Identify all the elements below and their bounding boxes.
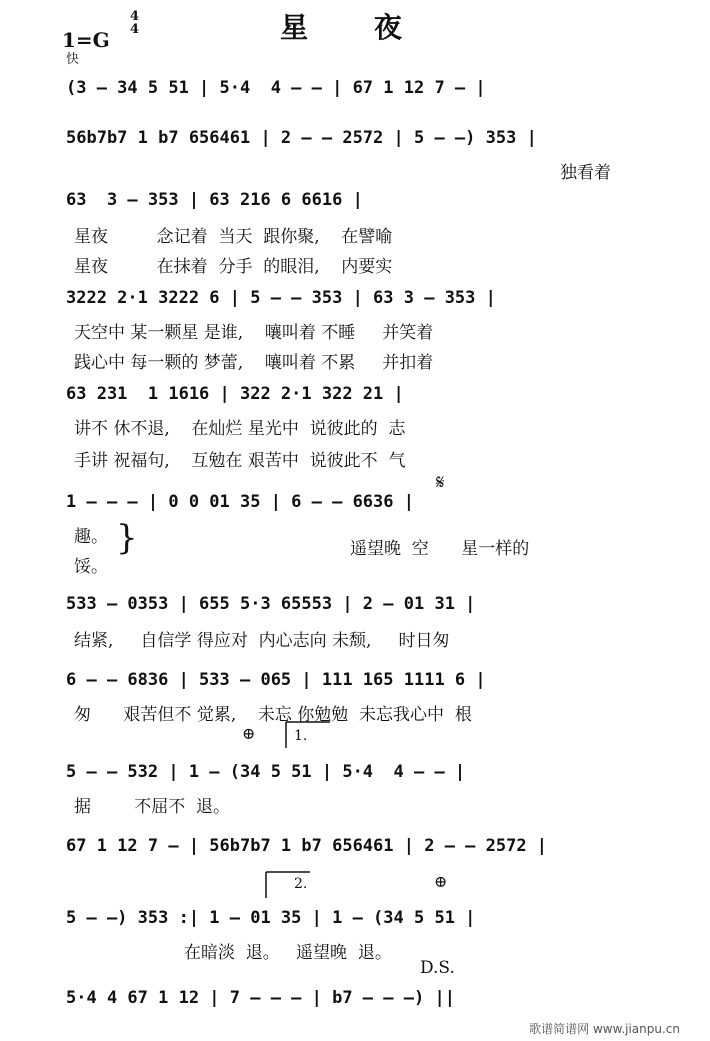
notation-row-12: 5·4 4 67 1 12 | 7 — — — | b7 — — —) || bbox=[66, 988, 455, 1008]
song-title: 星 夜 bbox=[280, 11, 430, 44]
volta-2-label: 2. bbox=[294, 876, 308, 892]
notation-row-1: (3 — 34 5 51 | 5·4 4 — — | 67 1 12 7 — | bbox=[66, 78, 486, 98]
notation-row-7: 533 — 0353 | 655 5·3 65553 | 2 — 01 31 | bbox=[66, 594, 476, 614]
coda-symbol-1: ⊕ bbox=[242, 724, 256, 743]
tempo-mark: 快 bbox=[66, 52, 80, 67]
lyric-row-6a: 趣。 bbox=[74, 527, 108, 547]
notation-row-10: 67 1 12 7 — | 56b7b7 1 b7 656461 | 2 — — 2572 | bbox=[66, 836, 548, 856]
watermark: 歌谱简谱网 www.jianpu.cn bbox=[529, 1022, 680, 1036]
notation-row-5: 63 231 1 1616 | 322 2·1 322 21 | bbox=[66, 384, 404, 404]
key-signature: 1=G bbox=[62, 28, 110, 52]
lyric-row-8: 匆 艰苦但不 觉累, 未忘 你勉勉 未忘我心中 根 bbox=[74, 705, 472, 725]
notation-row-8: 6 — — 6836 | 533 — 065 | 111 165 1111 6 | bbox=[66, 670, 486, 690]
lyric-row-7: 结紧, 自信学 得应对 内心志向 未颓, 时日匆 bbox=[74, 631, 450, 651]
time-bottom: 4 bbox=[130, 22, 140, 37]
notation-row-2: 56b7b7 1 b7 656461 | 2 — — 2572 | 5 — —) 353 | bbox=[66, 128, 537, 148]
lyric-row-4b: 践心中 每一颗的 梦蕾, 嚷叫着 不累 并扣着 bbox=[74, 353, 434, 373]
lyric-row-6b: 馁。 bbox=[74, 557, 108, 577]
segno-symbol: 𝄋 bbox=[436, 470, 445, 494]
brace-symbol: } bbox=[116, 518, 138, 558]
ds-mark: D.S. bbox=[420, 958, 455, 978]
volta-1-label: 1. bbox=[294, 728, 308, 744]
lyric-row-4a: 天空中 某一颗星 是谁, 嚷叫着 不睡 并笑着 bbox=[74, 323, 434, 343]
lyric-row-3b: 星夜 在抹着 分手 的眼泪, 内要实 bbox=[74, 257, 393, 277]
lyric-row-6c: 遥望晚 空 星一样的 bbox=[350, 539, 530, 559]
notation-row-4: 3222 2·1 3222 6 | 5 — — 353 | 63 3 — 353 | bbox=[66, 288, 496, 308]
lyric-row-5b: 手讲 祝福句, 互勉在 艰苦中 说彼此不 气 bbox=[74, 451, 406, 471]
lyric-row-5a: 讲不 休不退, 在灿烂 星光中 说彼此的 志 bbox=[74, 419, 406, 439]
notation-row-3: 63 3 — 353 | 63 216 6 6616 | bbox=[66, 190, 363, 210]
time-top: 4 bbox=[130, 9, 140, 24]
lyric-row-9: 据 不屈不 退。 bbox=[74, 797, 231, 817]
lyric-row-2: 独看着 bbox=[560, 163, 611, 183]
notation-row-9: 5 — — 532 | 1 — (34 5 51 | 5·4 4 — — | bbox=[66, 762, 466, 782]
notation-row-6: 1 — — — | 0 0 01 35 | 6 — — 6636 | bbox=[66, 492, 414, 512]
coda-symbol-2: ⊕ bbox=[434, 872, 448, 891]
lyric-row-3a: 星夜 念记着 当天 跟你聚, 在譬喻 bbox=[74, 227, 393, 247]
notation-row-11: 5 — —) 353 :| 1 — 01 35 | 1 — (34 5 51 | bbox=[66, 908, 476, 928]
lyric-row-11: 在暗淡 退。 遥望晚 退。 bbox=[184, 943, 392, 963]
